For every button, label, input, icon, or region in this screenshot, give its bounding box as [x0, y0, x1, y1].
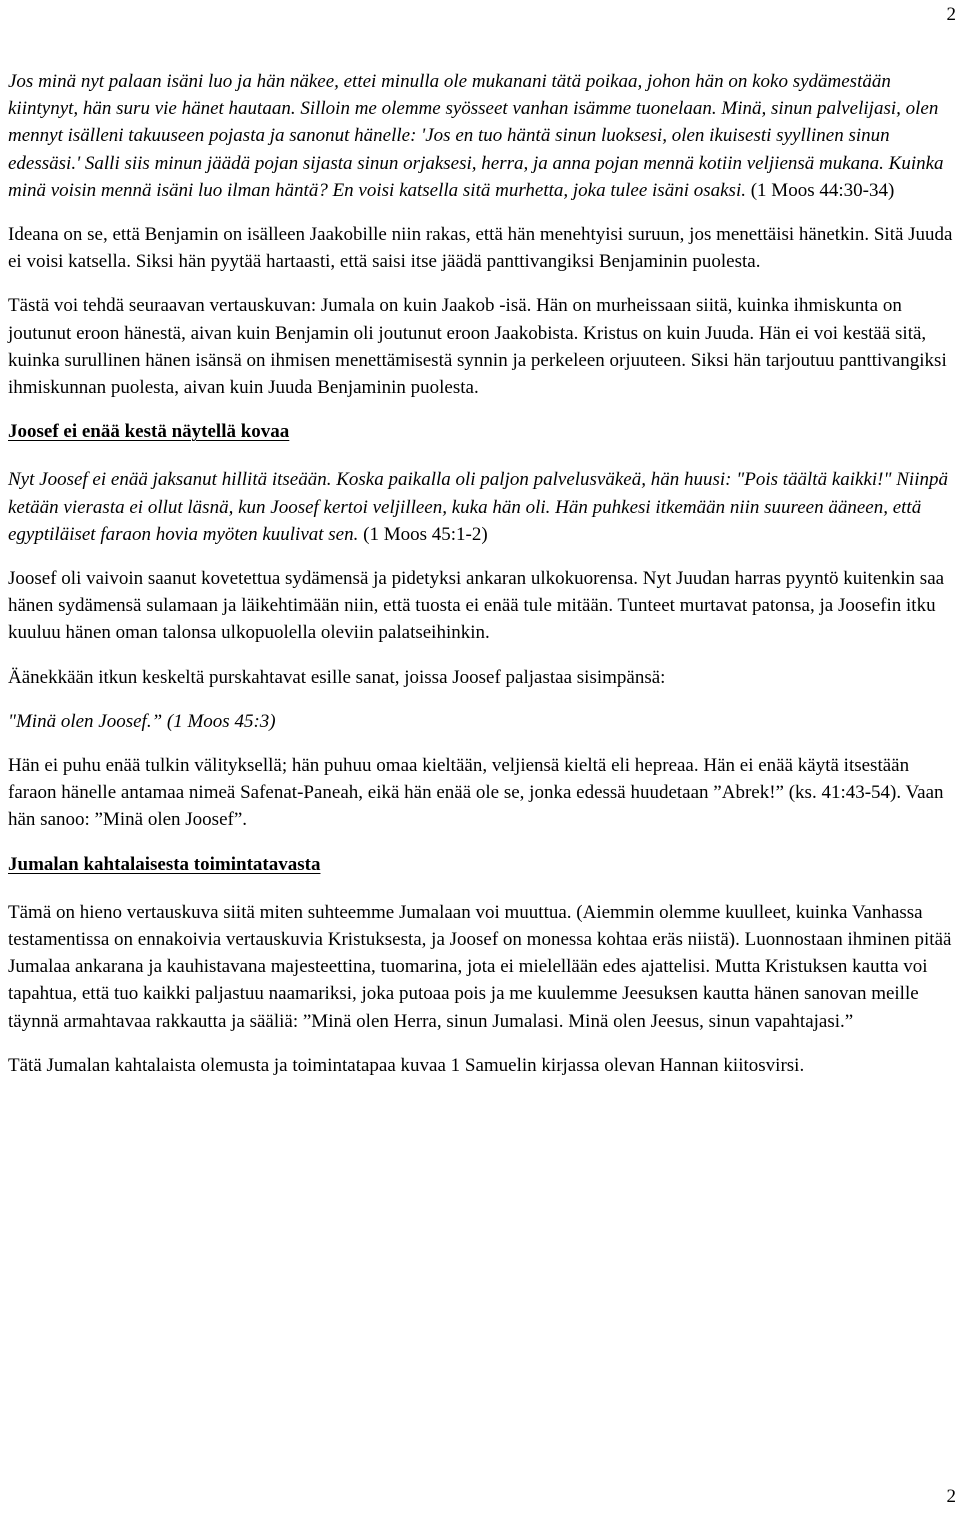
text-span: Äänekkään itkun keskeltä purskahtavat esille sanat, joissa Joosef paljastaa sisimpänsä: [8, 666, 666, 688]
paragraph [8, 466, 956, 548]
italic-text: Jos minä nyt palaan isäni luo ja hän näkee, ettei minulla ole mukanani tätä poikaa, johon hän on koko sydämestään kiintynyt, hän suru vie hänet hautaan. Silloin me olemme syösseet vanhan isämme tuonelaan. Minä, sinun palvelijasi, olen mennyt isälleni takuuseen pojasta ja sanonut hänelle: 'Jos en tuo häntä sinun luoksesi, olen ikuisesti syyllinen sinun edessäsi.' Salli siis minun jäädä pojan sijasta sinun orjaksesi, herra, ja anna pojan mennä kotiin veljiensä mukana. Kuinka minä voisin mennä isäni luo ilman häntä? En voisi katsella sitä murhetta, joka tulee isäni osaksi. [8, 71, 944, 201]
italic-text: Nyt Joosef ei enää jaksanut hillitä itseään. Koska paikalla oli paljon palvelusväkeä, hän huusi: "Pois täältä kaikki!" Niinpä ketään vierasta ei ollut läsnä, kun Joosef kertoi veljilleen, kuka hän oli. Hän puhkesi itkemään niin suureen ääneen, että egyptiläiset faraon hovia myöten kuulivat sen. [8, 469, 948, 545]
section-heading [8, 418, 956, 445]
section-heading [8, 851, 956, 878]
text-span: Tästä voi tehdä seuraavan vertauskuvan: Jumala on kuin Jaakob -isä. Hän on murheissaan siitä, kuinka ihmiskunta on joutunut eroon hänestä, aivan kuin Benjamin oli joutunut eroon Jaakobista. Kristus on kuin Juuda. Hän ei voi kestää sitä, kuinka surullinen hänen isänsä on ihmisen menettämisestä synnin ja perkeleen orjuuteen. Siksi hän tarjoutuu panttivangiksi ihmiskunnan puolesta, aivan kuin Juuda Benjaminin puolesta. [8, 295, 947, 399]
paragraph [8, 708, 956, 735]
text-span: (1 Moos 45:1-2) [363, 523, 488, 545]
text-span: (1 Moos 44:30-34) [750, 179, 895, 201]
paragraph [8, 664, 956, 691]
paragraph [8, 565, 956, 647]
italic-text: "Minä olen Joosef.” (1 Moos 45:3) [8, 710, 276, 732]
paragraph [8, 221, 956, 275]
page-number-bottom: 2 [946, 1486, 956, 1507]
text-span: Joosef oli vaivoin saanut kovetettua sydämensä ja pidetyksi ankaran ulkokuorensa. Nyt Juudan harras pyyntö kuitenkin saa hänen sydämensä sulamaan ja läikehtimään niin, että tuosta ei enää tule mitään. Tunteet murtavat patonsa, ja Joosefin itku kuuluu hänen oman talonsa ulkopuolella oleviin palatseihinkin. [8, 568, 945, 644]
page-number-top: 2 [946, 4, 956, 25]
paragraph [8, 1052, 956, 1079]
paragraph [8, 899, 956, 1035]
paragraph [8, 68, 956, 204]
text-span: Jumalan kahtalaisesta toimintatavasta [8, 853, 321, 875]
text-span: Ideana on se, että Benjamin on isälleen Jaakobille niin rakas, että hän menehtyisi suruun, jos menettäisi hänetkin. Sitä Juuda ei voisi katsella. Siksi hän pyytää hartaasti, että saisi itse jäädä panttivangiksi Benjaminin puolesta. [8, 224, 953, 273]
text-span: Joosef ei enää kestä näytellä kovaa [8, 421, 290, 443]
text-span: Tämä on hieno vertauskuva siitä miten suhteemme Jumalaan voi muuttua. (Aiemmin olemme kuulleet, kuinka Vanhassa testamentissa on ennakoivia vertauskuvia Kristuksesta, ja Joosef on monessa kohtaa eräs niistä). Luonnostaan ihminen pitää Jumalaa ankarana ja kauhistavana majesteettina, tuomarina, jota ei mielellään edes ajattelisi. Mutta Kristuksen kautta voi tapahtua, että tuo kaikki paljastuu naamariksi, joka putoaa pois ja me kuulemme Jeesuksen kautta hänen sanovan meille täynnä armahtavaa rakkautta ja sääliä: ”Minä olen Herra, sinun Jumalasi. Minä olen Jeesus, sinun vapahtajasi.” [8, 901, 952, 1032]
text-span: Tätä Jumalan kahtalaista olemusta ja toimintatapaa kuvaa 1 Samuelin kirjassa olevan Hannan kiitosvirsi. [8, 1054, 805, 1076]
paragraph [8, 752, 956, 834]
text-span: Hän ei puhu enää tulkin välityksellä; hän puhuu omaa kieltään, veljiensä kieltä eli hepreaa. Hän ei enää käytä itsestään faraon hänelle antamaa nimeä Safenat-Paneah, eikä hän enää ole se, jonka edessä huudetaan ”Abrek!” (ks. 41:43-54). Vaan hän sanoo: ”Minä olen Joosef”. [8, 755, 944, 831]
paragraph [8, 292, 956, 401]
document-body [8, 68, 956, 1096]
